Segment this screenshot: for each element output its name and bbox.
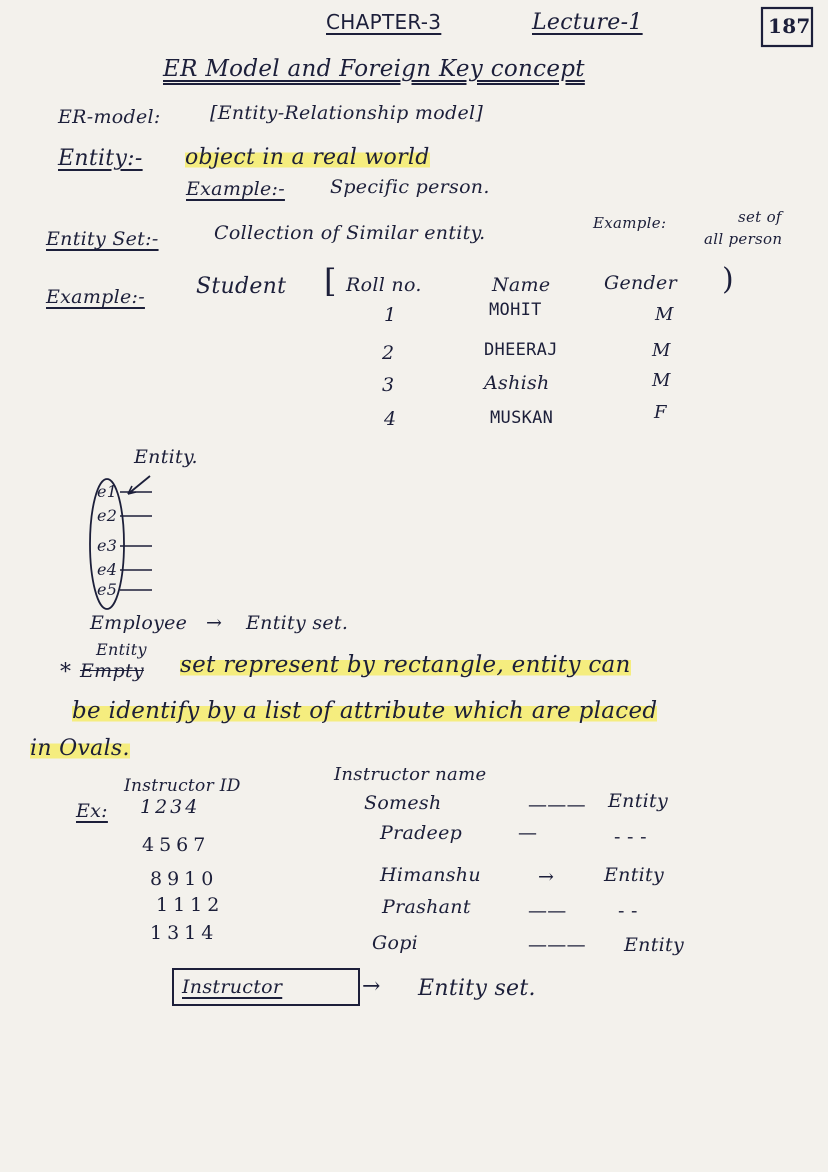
note-inserted-word: Entity <box>96 640 147 659</box>
table-cell: —— <box>528 900 567 922</box>
diagram-caption-right: Entity set. <box>246 612 349 634</box>
student-header-gender: Gender <box>604 272 677 294</box>
table-cell: 1112 <box>156 894 225 916</box>
table-cell: Entity <box>604 864 664 886</box>
instructor-col2-header: Instructor name <box>334 764 487 785</box>
table-cell: ——— <box>528 934 586 956</box>
student-header-name: Name <box>492 274 551 296</box>
table-cell: Gopi <box>372 932 419 954</box>
table-cell: ——— <box>528 794 586 816</box>
entity-set-example-label: Example: <box>593 214 667 232</box>
entity-set-example-line1: set of <box>738 208 782 226</box>
student-header-roll: Roll no. <box>346 274 422 296</box>
diagram-caption-left: Employee <box>90 612 188 634</box>
table-cell: 3 <box>382 374 395 396</box>
page-title: ER Model and Foreign Key concept <box>163 56 585 82</box>
diagram-item: e4 <box>97 560 118 579</box>
table-cell: Somesh <box>364 792 442 814</box>
note-struck-word: Empty <box>80 660 144 682</box>
table-cell: MOHIT <box>489 300 542 320</box>
table-cell: - - - <box>614 826 647 848</box>
entity-example-value: Specific person. <box>330 176 490 198</box>
diagram-entity-label: Entity. <box>134 446 198 468</box>
table-cell: 2 <box>382 342 395 364</box>
table-cell: F <box>654 402 667 423</box>
diagram-item: e3 <box>97 536 118 555</box>
student-example-label: Example:- <box>46 286 145 308</box>
table-cell: - - <box>618 900 638 922</box>
table-cell: — <box>518 822 538 844</box>
entity-example-label: Example:- <box>186 178 285 200</box>
entity-set-example-line2: all person <box>704 230 783 248</box>
entity-oval-diagram <box>80 464 180 614</box>
entity-set-definition: Collection of Similar entity. <box>214 222 486 244</box>
table-cell: DHEERAJ <box>484 340 558 360</box>
diagram-caption-arrow: → <box>206 612 223 634</box>
note-bullet: * <box>60 660 72 685</box>
er-model-label: ER-model: <box>58 106 161 128</box>
entity-definition: object in a real world <box>185 145 430 170</box>
table-cell: M <box>652 340 671 361</box>
entity-label: Entity:- <box>58 146 143 171</box>
table-cell: M <box>652 370 671 391</box>
lecture-label: Lecture-1 <box>532 10 643 35</box>
diagram-item: e5 <box>97 580 118 599</box>
table-cell: Himanshu <box>380 864 481 886</box>
instructor-col1-header: Instructor ID <box>124 776 241 796</box>
table-cell: 8910 <box>150 868 219 890</box>
table-cell: Entity <box>608 790 668 812</box>
table-cell: 1 <box>384 304 397 326</box>
table-cell: → <box>538 866 555 888</box>
instructor-example-label: Ex: <box>76 800 108 822</box>
entity-set-label: Entity Set:- <box>46 228 159 250</box>
table-cell: Pradeep <box>380 822 463 844</box>
note-line-1: set represent by rectangle, entity can <box>180 652 631 678</box>
table-cell: Ashish <box>484 372 550 394</box>
note-line-2: be identify by a list of attribute which are placed <box>72 698 658 724</box>
student-close-bracket: ) <box>722 262 735 297</box>
instructor-box-arrow: → <box>362 974 381 999</box>
instructor-box <box>172 968 360 1006</box>
note-line-3: in Ovals. <box>30 736 130 761</box>
table-cell: 4 <box>384 408 397 430</box>
student-open-bracket: [ <box>324 262 337 300</box>
table-cell: M <box>655 304 674 325</box>
table-cell: MUSKAN <box>490 408 554 428</box>
er-model-value: [Entity-Relationship model] <box>210 102 484 124</box>
table-cell: Prashant <box>382 896 471 918</box>
diagram-item: e2 <box>97 506 118 525</box>
table-cell: Entity <box>624 934 684 956</box>
table-cell: 1314 <box>150 922 219 944</box>
diagram-item: e1 <box>97 482 118 501</box>
instructor-box-label: Instructor <box>182 976 283 998</box>
chapter-label: CHAPTER-3 <box>326 10 442 34</box>
table-cell: 1234 <box>140 796 201 818</box>
table-cell: 4567 <box>142 834 211 856</box>
instructor-box-caption: Entity set. <box>418 976 536 1001</box>
student-relation: Student <box>196 274 287 299</box>
page-number: 187 <box>768 14 811 38</box>
